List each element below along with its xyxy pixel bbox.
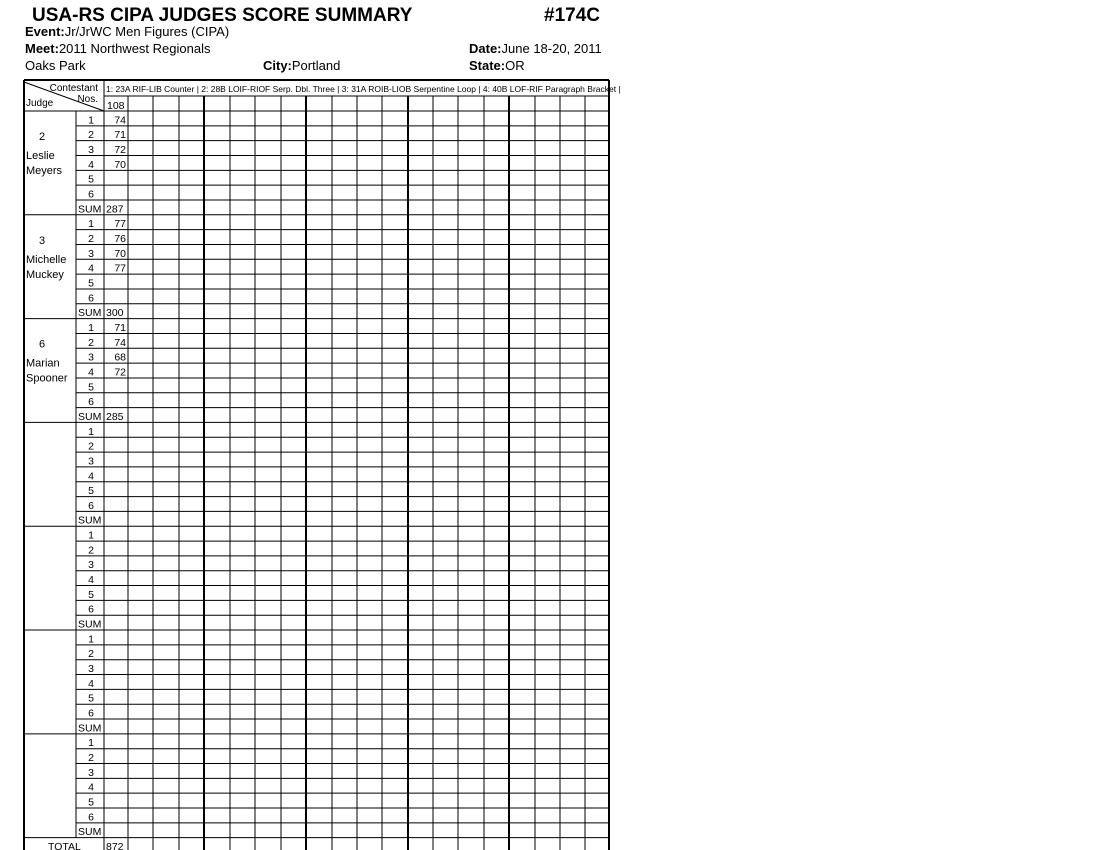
judge-label: Judge [26,98,54,109]
row-number: 1 [88,114,94,127]
row-number: 6 [88,603,94,616]
judge-last-name: Spooner [26,372,68,385]
row-number: 1 [88,737,94,750]
row-number: 2 [88,336,94,349]
judge-last-name: Muckey [26,268,64,281]
score-cell: 72 [114,366,126,379]
row-number: 4 [88,366,94,379]
row-number: 4 [88,262,94,275]
judge-first-name: Marian [26,357,60,370]
row-number: 6 [88,396,94,409]
row-number: 6 [88,188,94,201]
row-number: 4 [88,677,94,690]
state-label: State: [469,58,506,73]
sheet-title: USA-RS CIPA JUDGES SCORE SUMMARY [32,5,413,26]
row-number: 3 [88,766,94,779]
sum-label: SUM [78,722,102,735]
row-number: 5 [88,796,94,809]
row-number: 5 [88,173,94,186]
nos-label: Nos. [77,94,98,105]
row-number: 2 [88,544,94,557]
sum-label: SUM [78,307,102,320]
sum-label: SUM [78,826,102,839]
row-number: 5 [88,588,94,601]
row-number: 2 [88,752,94,765]
judge-last-name: Meyers [26,165,63,177]
score-cell: 76 [114,232,126,245]
row-number: 5 [88,277,94,290]
score-cell: 71 [114,321,126,334]
row-number: 3 [88,559,94,572]
row-number: 6 [88,499,94,512]
sum-value: 285 [106,410,124,423]
row-number: 2 [88,232,94,245]
sum-label: SUM [78,618,102,631]
meet-label: Meet: [25,41,59,56]
figures-line: 1: 23A RIF-LIB Counter | 2: 28B LOIF-RIOF Serp. Dbl. Three | 3: 31A ROIB-LIOB Serpentine Loop | 4: 40B LOF-RIF Paragraph Bracket | [106,84,621,94]
sum-label: SUM [78,410,102,423]
judge-first-name: Leslie [26,150,55,162]
row-number: 5 [88,692,94,705]
score-cell: 70 [114,158,126,171]
score-cell: 74 [114,114,126,127]
score-cell: 77 [114,218,126,231]
score-cell: 68 [114,351,126,364]
row-number: 2 [88,129,94,142]
row-number: 1 [88,529,94,542]
score-cell: 77 [114,262,126,275]
row-number: 3 [88,247,94,260]
sum-value: 287 [106,203,124,216]
city-label: City: [263,58,292,73]
judge-number: 6 [38,338,46,351]
date-value: June 18-20, 2011 [501,41,602,56]
judge-first-name: Michelle [26,253,67,266]
total-label: TOTAL [48,841,81,850]
sheet-code: #174C [544,5,600,26]
contestant-label: Contestant [49,83,98,94]
row-number: 5 [88,381,94,394]
score-cell: 74 [114,336,126,349]
score-cell: 71 [114,129,126,142]
score-cell: 70 [114,247,126,260]
row-number: 1 [88,633,94,646]
event-label: Event: [25,24,65,39]
contestant-number: 108 [107,100,125,112]
city-value: Portland [291,58,341,73]
row-number: 1 [88,321,94,334]
sum-label: SUM [78,203,102,216]
row-number: 6 [88,292,94,305]
meet-value: 2011 Northwest Regionals [58,41,211,56]
row-number: 2 [88,648,94,661]
row-number: 2 [88,440,94,453]
score-cell: 72 [114,143,126,156]
row-number: 1 [88,425,94,438]
row-number: 1 [88,218,94,231]
date-label: Date: [469,41,502,56]
judge-number: 2 [38,131,46,143]
sum-value: 300 [106,307,124,320]
row-number: 4 [88,574,94,587]
judge-number: 3 [38,234,46,247]
row-number: 4 [88,158,94,171]
row-number: 4 [88,470,94,483]
state-value: OR [505,58,525,73]
row-number: 3 [88,143,94,156]
row-number: 6 [88,811,94,824]
sum-label: SUM [78,514,102,527]
total-value: 872 [106,841,124,850]
row-number: 6 [88,707,94,720]
row-number: 4 [88,781,94,794]
row-number: 3 [88,455,94,468]
row-number: 3 [88,351,94,364]
row-number: 5 [88,485,94,498]
row-number: 3 [88,663,94,676]
venue-value: Oaks Park [25,58,86,73]
event-value: Jr/JrWC Men Figures (CIPA) [64,24,230,39]
